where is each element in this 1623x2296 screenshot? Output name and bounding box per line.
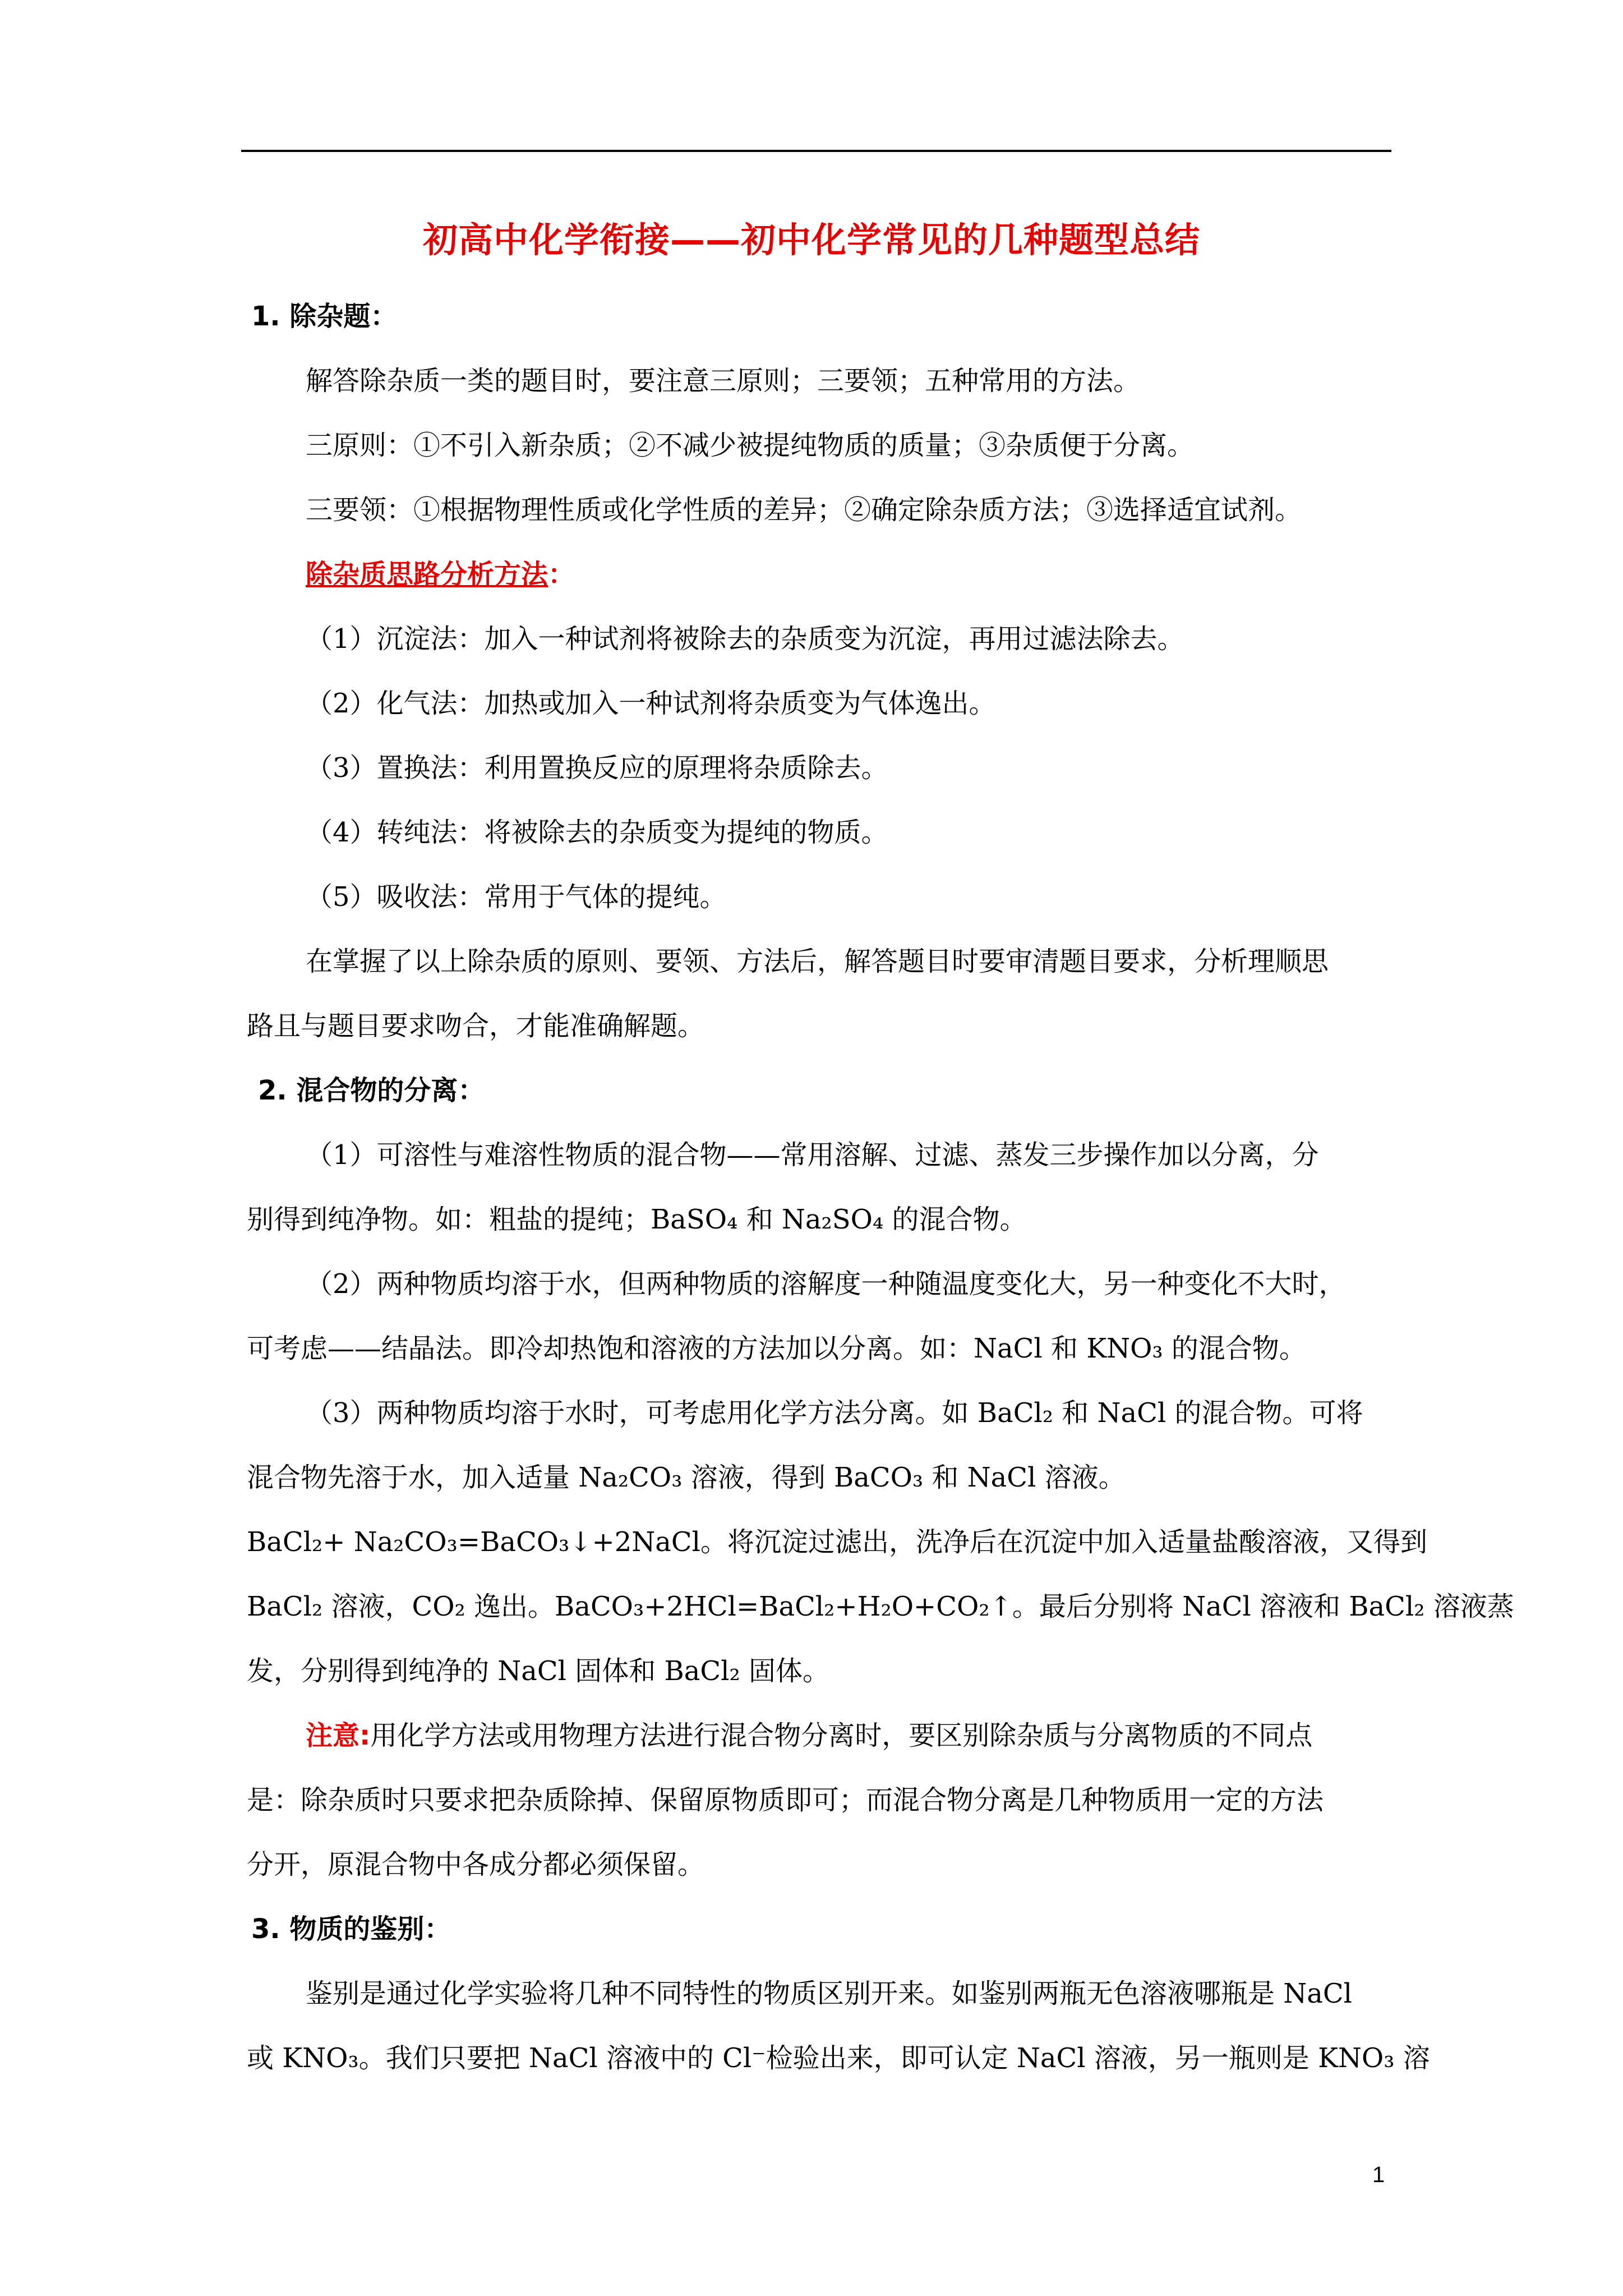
section-2-heading: 2. 混合物的分离： (258, 1075, 485, 1106)
s1-method-3: （3）置换法：利用置换反应的原理将杂质除去。 (306, 752, 888, 784)
s3-line-2: 或 KNO₃。我们只要把 NaCl 溶液中的 Cl⁻检验出来，即可认定 NaCl 溶液，另一瓶则是 KNO₃ 溶 (247, 2042, 1430, 2074)
s2-a-line-2: 别得到纯净物。如：粗盐的提纯；BaSO₄ 和 Na₂SO₄ 的混合物。 (247, 1204, 1027, 1235)
s2-b-line-1: （2）两种物质均溶于水，但两种物质的溶解度一种随温度变化大，另一种变化不大时， (306, 1268, 1346, 1300)
s1-method-4: （4）转纯法：将被除去的杂质变为提纯的物质。 (306, 817, 888, 848)
s1-essentials: 三要领：①根据物理性质或化学性质的差异；②确定除杂质方法；③选择适宜试剂。 (306, 494, 1302, 526)
s1-conclusion-2: 路且与题目要求吻合，才能准确解题。 (247, 1010, 705, 1042)
s2-c-line-3: BaCl₂+ Na₂CO₃=BaCO₃↓+2NaCl。将沉淀过滤出，洗净后在沉淀中加入适量盐酸溶液，又得到 (247, 1526, 1427, 1558)
s1-method-heading: 除杂质思路分析方法： (306, 559, 575, 590)
s1-method-1: （1）沉淀法：加入一种试剂将被除去的杂质变为沉淀，再用过滤法除去。 (306, 623, 1184, 655)
page-number: 1 (1372, 2162, 1385, 2187)
s2-c-line-5: 发，分别得到纯净的 NaCl 固体和 BaCl₂ 固体。 (247, 1655, 829, 1687)
s3-line-1: 鉴别是通过化学实验将几种不同特性的物质区别开来。如鉴别两瓶无色溶液哪瓶是 NaCl (306, 1978, 1352, 2009)
header-rule (241, 150, 1391, 152)
s1-intro: 解答除杂质一类的题目时，要注意三原则；三要领；五种常用的方法。 (306, 365, 1141, 397)
s2-c-line-4: BaCl₂ 溶液，CO₂ 逸出。BaCO₃+2HCl=BaCl₂+H₂O+CO₂↑。最后分别将 NaCl 溶液和 BaCl₂ 溶液蒸 (247, 1591, 1514, 1622)
s2-b-line-2: 可考虑——结晶法。即冷却热饱和溶液的方法加以分离。如：NaCl 和 KNO₃ 的混合物。 (247, 1333, 1306, 1364)
s2-c-line-2: 混合物先溶于水，加入适量 Na₂CO₃ 溶液，得到 BaCO₃ 和 NaCl 溶液。 (247, 1462, 1126, 1493)
page-title: 初高中化学衔接——初中化学常见的几种题型总结 (422, 219, 1200, 260)
section-3-heading: 3. 物质的鉴别： (251, 1913, 451, 1945)
s1-method-5: （5）吸收法：常用于气体的提纯。 (306, 881, 727, 913)
s1-conclusion-1: 在掌握了以上除杂质的原则、要领、方法后，解答题目时要审清题目要求，分析理顺思 (306, 946, 1329, 977)
s2-note-line-1: 注意:用化学方法或用物理方法进行混合物分离时，要区别除杂质与分离物质的不同点 (306, 1720, 1313, 1751)
note-label: 注意: (306, 1720, 371, 1751)
s1-method-2: （2）化气法：加热或加入一种试剂将杂质变为气体逸出。 (306, 688, 996, 719)
method-title: 除杂质思路分析方法 (306, 559, 548, 590)
s2-a-line-1: （1）可溶性与难溶性物质的混合物——常用溶解、过滤、蒸发三步操作加以分离，分 (306, 1139, 1319, 1171)
s1-principles: 三原则：①不引入新杂质；②不减少被提纯物质的质量；③杂质便于分离。 (306, 430, 1195, 461)
s2-note-line-3: 分开，原混合物中各成分都必须保留。 (247, 1849, 705, 1880)
s2-c-line-1: （3）两种物质均溶于水时，可考虑用化学方法分离。如 BaCl₂ 和 NaCl 的混合物。可将 (306, 1397, 1363, 1429)
section-1-heading: 1. 除杂题： (251, 301, 398, 332)
s2-note-line-2: 是：除杂质时只要求把杂质除掉、保留原物质即可；而混合物分离是几种物质用一定的方法 (247, 1784, 1324, 1816)
